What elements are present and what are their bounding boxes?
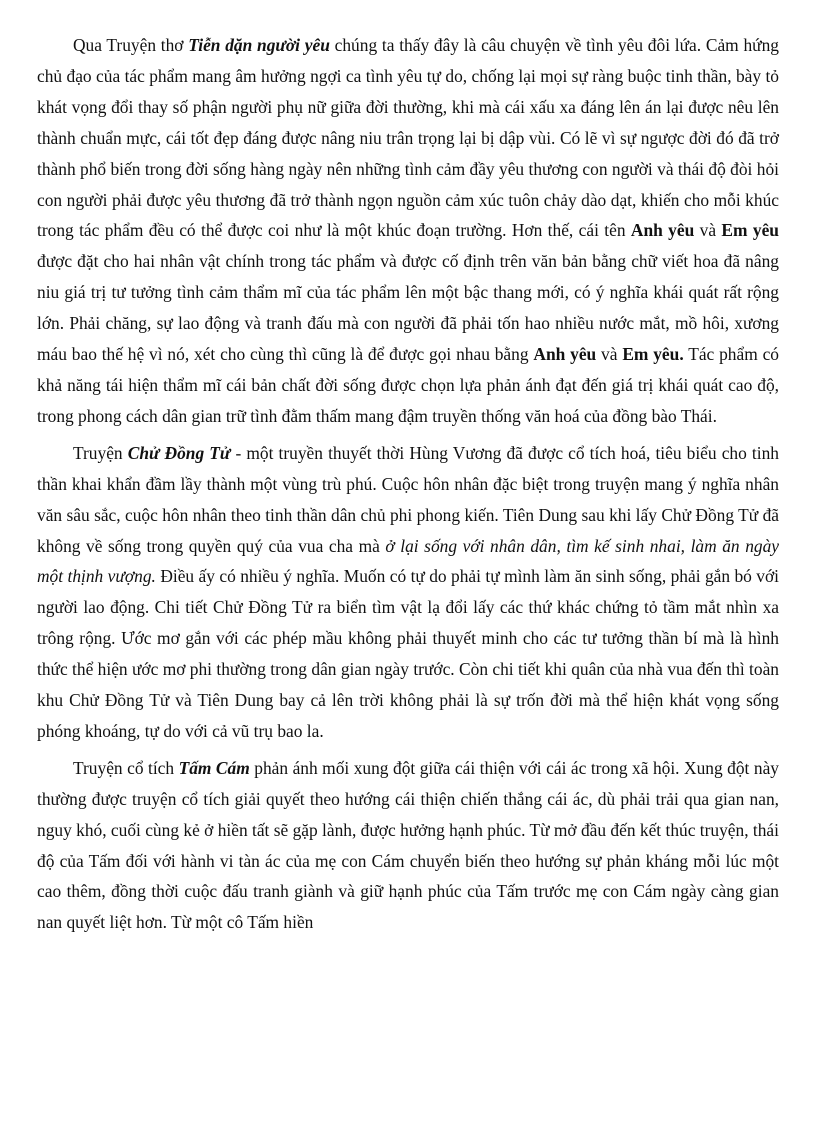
work-title-tam-cam: Tấm Cám [178,757,250,778]
character-name-em-yeu: Em yêu. [622,344,684,365]
character-name-em-yeu: Em yêu [721,220,779,241]
work-title-chu-dong-tu: Chử Đồng Tử [127,442,231,463]
text-run: Qua Truyện thơ [73,35,189,55]
paragraph-tien-dan [37,30,779,432]
text-run: - một truyền thuyết thời Hùng Vương đã được cổ tích hoá, tiêu biểu cho tinh thần khai khẩn đầm lầy thành một vùng trù phú. Cuộc hôn nhân đặc biệt trong truyện mang ý nghĩa nhân văn sâu sắc, cuộc hôn nhân theo tinh thần dân chủ phi phong kiến. Tiên Dung sau khi lấy Chử Đồng Tử đã không về sống trong quyền quý của vua cha mà [37,442,779,556]
character-name-anh-yeu: Anh yêu [630,220,695,241]
text-run: và [596,344,623,365]
paragraph-tam-cam [37,753,779,938]
text-run: Điều ấy có nhiều ý nghĩa. Muốn có tự do phải tự mình làm ăn sinh sống, phải gắn bó với người lao động. Chi tiết Chử Đồng Tử ra biển tìm vật lạ đổi lấy các thứ khác chứng tỏ tầm mắt nhìn xa trông rộng. Ước mơ gắn với các phép mầu không phải thuyết minh cho các tư tưởng thần bí mà là hình thức thể hiện ước mơ phi thường trong dân gian ngày trước. Còn chi tiết khi quân của nhà vua đến thì toàn khu Chử Đồng Tử và Tiên Dung bay cả lên trời không phải là sự trốn đời mà thể hiện khát vọng sống phóng khoáng, tự do với cả vũ trụ bao la. [37,566,780,741]
text-run: phản ánh mối xung đột giữa cái thiện với cái ác trong xã hội. Xung đột này thường được truyện cổ tích giải quyết theo hướng cái thiện chiến thắng cái ác, dù phải trải qua gian nan, nguy khó, cuối cùng kẻ ở hiền tất sẽ gặp lành, được hưởng hạnh phúc. Từ mở đầu đến kết thúc truyện, thái độ của Tấm đối với hành vi tàn ác của mẹ con Cám chuyển biến theo hướng sự phản kháng mỗi lúc một cao thêm, đồng thời cuộc đấu tranh giành và giữ hạnh phúc của Tấm trước mẹ con Cám ngày càng gian nan quyết liệt hơn. Từ một cô Tấm hiền [37,757,779,933]
document-page [37,30,779,938]
italic-quote: ở lại sống với nhân dân, tìm kế sinh nhai, làm ăn ngày một thịnh vượng. [37,535,779,587]
paragraph-chu-dong-tu [37,438,779,747]
text-run: được đặt cho hai nhân vật chính trong tác phẩm và được cố định trên văn bản bằng chữ viết hoa đã nâng niu giá trị tư tưởng tình cảm thẩm mĩ của tác phẩm lên một bậc thang mới, có ý nghĩa khái quát rất rộng lớn. Phải chăng, sự lao động và tranh đấu mà con người đã phải tốn hao nhiều nước mắt, mồ hôi, xương máu bao thế hệ vì nó, xét cho cùng thì cũng là để được gọi nhau bằng [37,251,779,365]
text-run: Tác phẩm có khả năng tái hiện thẩm mĩ cái bản chất đời sống được chọn lựa phản ánh đạt đến giá trị khái quát cao độ, trong phong cách dân gian trữ tình đằm thấm mang đậm truyền thống văn hoá của đồng bào Thái. [37,344,779,426]
text-run: Truyện cổ tích [73,757,179,778]
text-run: chúng ta thấy đây là câu chuyện về tình yêu đôi lứa. Cảm hứng chủ đạo của tác phẩm mang âm hưởng ngợi ca tình yêu tự do, chống lại mọi sự ràng buộc tinh thần, bày tỏ khát vọng đổi thay số phận người phụ nữ giữa đời thường, khi mà cái xấu xa đáng lên án lại được nêu lên thành chuẩn mực, cái tốt đẹp đáng được nâng niu trân trọng lại bị dập vùi. Có lẽ vì sự ngược đời đó đã trở thành phổ biến trong đời sống hàng ngày nên những tình cảm đầy yêu thương con người và thái độ đòi hỏi con người phải được yêu thương đã trở thành ngọn nguồn cảm xúc tuôn chảy dào dạt, khiến cho mỗi khúc trong tác phẩm đều có thể được coi như là một khúc đoạn trường. Hơn thế, cái tên [37,35,779,241]
text-run: và [694,220,722,241]
work-title-tien-dan-nguoi-yeu: Tiễn dặn người yêu [188,35,330,55]
character-name-anh-yeu: Anh yêu [533,344,597,365]
text-run: Truyện [73,442,128,463]
